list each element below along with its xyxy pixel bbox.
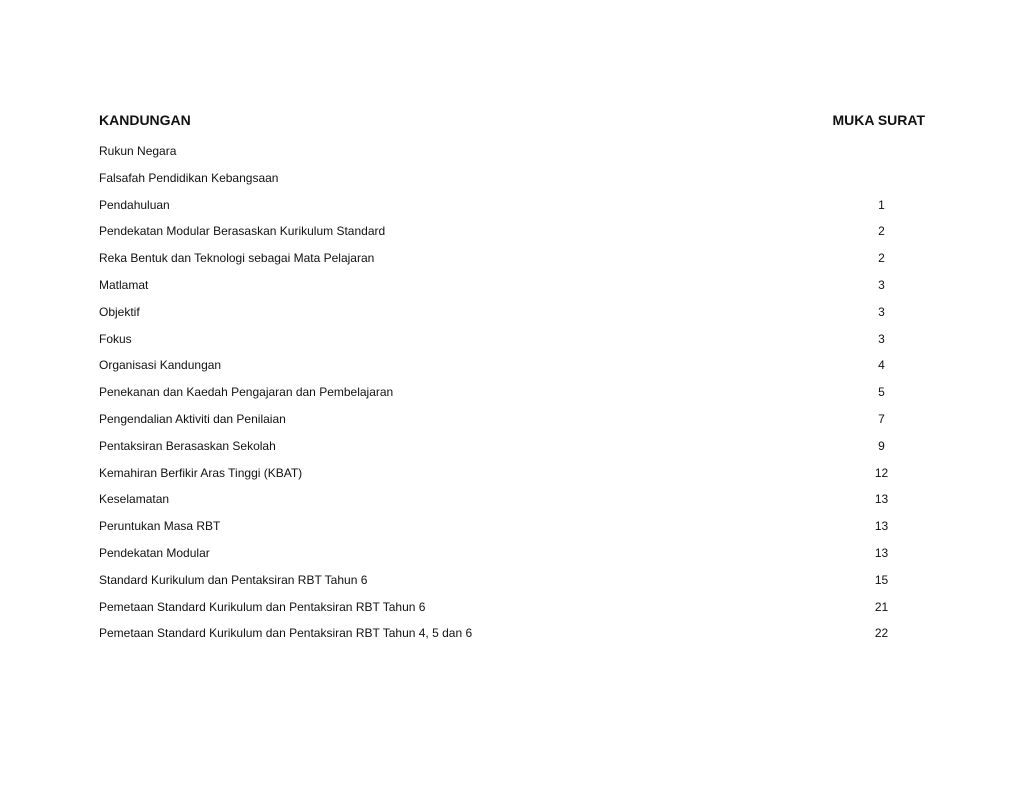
toc-entry-page: 7 (878, 411, 885, 426)
toc-entry[interactable] (99, 572, 925, 599)
toc-entry[interactable] (99, 331, 925, 358)
toc-entry-page: 9 (878, 438, 885, 453)
toc-entry-page: 5 (878, 385, 885, 400)
toc-entry[interactable] (99, 250, 925, 277)
toc-entry-title: Reka Bentuk dan Teknologi sebagai Mata Pelajaran (99, 251, 375, 266)
toc-entry-title: Pemetaan Standard Kurikulum dan Pentaksiran RBT Tahun 6 (99, 599, 426, 614)
toc-entry-title: Fokus (99, 331, 132, 346)
toc-entry[interactable] (99, 197, 925, 224)
toc-entry[interactable] (99, 384, 925, 411)
toc-entry-title: Keselamatan (99, 492, 170, 507)
toc-entry-page: 3 (878, 277, 885, 292)
toc-entry-page: 22 (874, 626, 889, 641)
toc-entry[interactable] (99, 143, 925, 170)
toc-header (99, 112, 925, 130)
toc-entry[interactable] (99, 491, 925, 518)
toc-entry-title: Rukun Negara (99, 144, 177, 158)
toc-entry-title: Penekanan dan Kaedah Pengajaran dan Pembelajaran (99, 385, 394, 400)
toc-entry-page: 2 (878, 224, 885, 239)
toc-entry-page: 13 (874, 492, 889, 507)
toc-entry-page: 21 (874, 599, 889, 614)
toc-entry-title: Peruntukan Masa RBT (99, 519, 221, 534)
toc-entry[interactable] (99, 277, 925, 304)
toc-entry-title: Standard Kurikulum dan Pentaksiran RBT Tahun 6 (99, 572, 368, 587)
toc-entry-title: Pemetaan Standard Kurikulum dan Pentaksiran RBT Tahun 4, 5 dan 6 (99, 626, 473, 641)
toc-entry-title: Pentaksiran Berasaskan Sekolah (99, 438, 276, 453)
toc-entry-title: Falsafah Pendidikan Kebangsaan (99, 170, 279, 185)
contents-heading: KANDUNGAN (99, 112, 191, 128)
toc-entry[interactable] (99, 170, 925, 197)
toc-entry-title: Organisasi Kandungan (99, 358, 222, 373)
toc-entry[interactable] (99, 223, 925, 250)
toc-entry-page: 2 (878, 251, 885, 266)
toc-entry[interactable] (99, 518, 925, 545)
toc-entry-title: Pendekatan Modular (99, 545, 210, 560)
toc-entry-title: Pendekatan Modular Berasaskan Kurikulum Standard (99, 224, 386, 239)
toc-entry-page: 13 (874, 519, 889, 534)
table-of-contents (99, 143, 925, 652)
toc-entry[interactable] (99, 465, 925, 492)
toc-entry[interactable] (99, 304, 925, 331)
toc-entry-page: 13 (874, 545, 889, 560)
toc-entry-title: Kemahiran Berfikir Aras Tinggi (KBAT) (99, 465, 303, 480)
toc-entry[interactable] (99, 545, 925, 572)
toc-entry-title: Matlamat (99, 277, 149, 292)
toc-entry-page: 15 (874, 572, 889, 587)
toc-entry-page: 4 (878, 358, 885, 373)
toc-entry-page: 12 (874, 465, 889, 480)
toc-entry-title: Pendahuluan (99, 197, 170, 212)
toc-entry-page: 1 (878, 197, 885, 212)
toc-entry-title: Pengendalian Aktiviti dan Penilaian (99, 411, 286, 426)
toc-entry[interactable] (99, 599, 925, 626)
page-number-heading: MUKA SURAT (832, 112, 925, 128)
toc-entry[interactable] (99, 357, 925, 384)
toc-entry-title: Objektif (99, 304, 140, 319)
toc-entry[interactable] (99, 625, 925, 652)
toc-entry-page: 3 (878, 331, 885, 346)
toc-entry[interactable] (99, 438, 925, 465)
toc-entry-page: 3 (878, 304, 885, 319)
toc-entry[interactable] (99, 411, 925, 438)
